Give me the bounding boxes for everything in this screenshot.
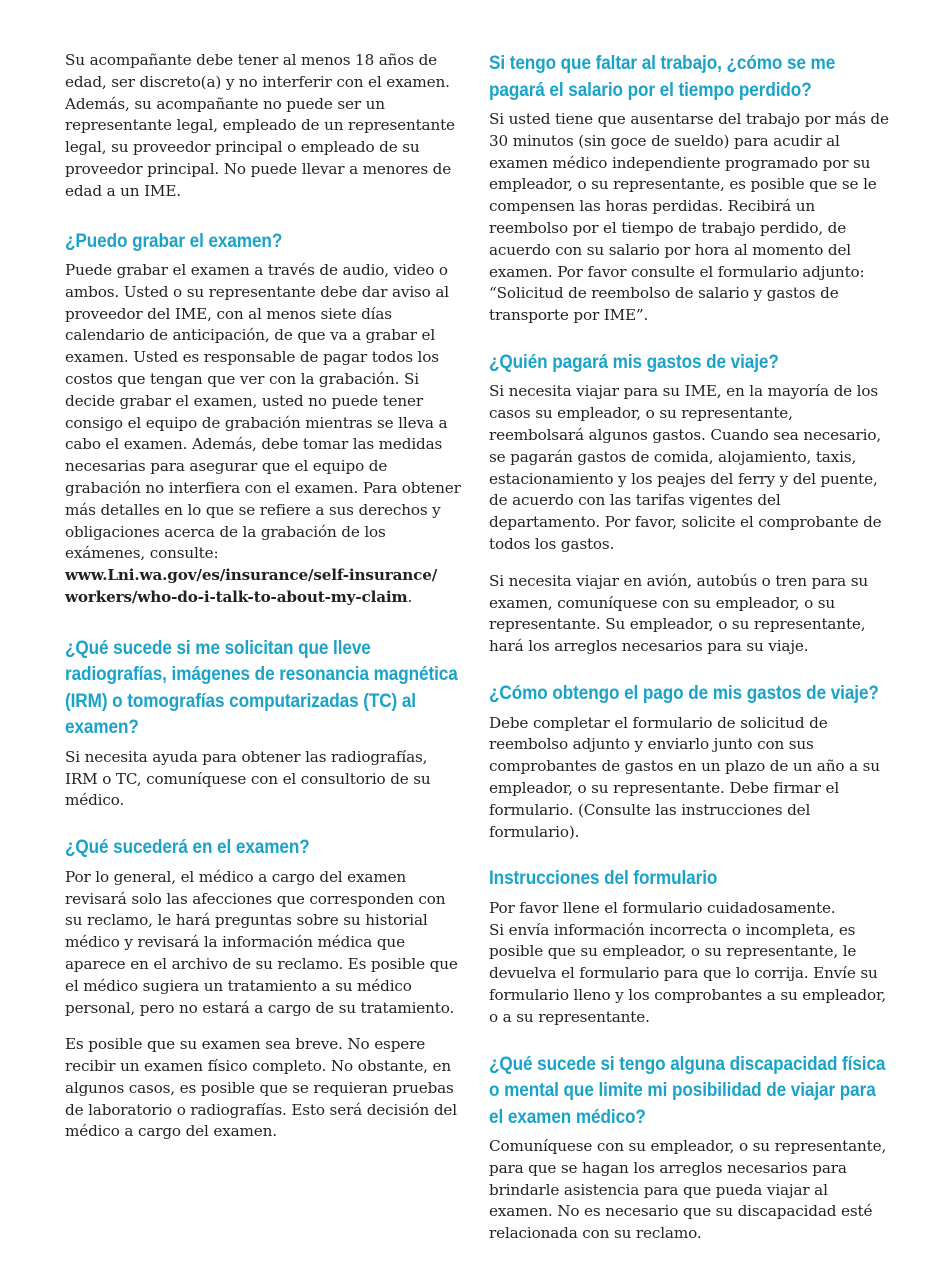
section-travel-expenses — [489, 349, 889, 658]
section-heading: Instrucciones del formulario — [489, 867, 718, 890]
section-body: Comuníquese con su empleador, o su representante, para que se hagan los arreglos necesarios para brindarle asistencia para que pueda viajar al examen. No es necesario que su discapacidad esté relacionada con su reclamo. — [489, 1137, 887, 1243]
section-lost-wages — [489, 50, 889, 327]
claim-link-line1[interactable]: www.Lni.wa.gov/es/insurance/self-insurance/ — [65, 566, 438, 585]
section-body-2: Es posible que su examen sea breve. No espere recibir un examen físico completo. No obstante, en algunos casos, es posible que se requieran pruebas de laboratorio o radiografías. Esto será decisión del médico a cargo del examen. — [65, 1035, 457, 1141]
claim-link-line2[interactable]: workers/who-do-i-talk-to-about-my-claim — [65, 588, 408, 607]
section-form-instructions — [489, 865, 889, 1028]
section-body: Si necesita viajar para su IME, en la mayoría de los casos su empleador, o su representante, reembolsará algunos gastos. Cuando sea necesario, se pagarán gastos de comida, alojamiento, taxis, estacionamiento y los peajes del ferry y del puente, de acuerdo con las tarifas vigentes del departamento. Por favor, solicite el comprobante de todos los gastos. — [489, 382, 882, 554]
section-heading: ¿Cómo obtengo el pago de mis gastos de viaje? — [489, 682, 879, 705]
right-column — [489, 50, 889, 1267]
section-body-2: Si necesita viajar en avión, autobús o tren para su examen, comuníquese con su empleador, o su representante. Su empleador, o su representante, hará los arreglos necesarios para su viaje. — [489, 571, 868, 656]
section-record-exam — [65, 228, 462, 609]
instructions-first-line: Por favor llene el formulario cuidadosamente. — [489, 898, 836, 917]
section-what-happens — [65, 834, 462, 1143]
section-xrays — [65, 635, 462, 812]
section-heading: ¿Puedo grabar el examen? — [65, 229, 283, 252]
intro-paragraph: Su acompañante debe tener al menos 18 años de edad, ser discreto(a) y no interferir con el examen. Además, su acompañante no puede ser un representante legal, empleado de un representante legal, su proveedor principal o empleado de su proveedor principal. No puede llevar a menores de edad a un IME. — [65, 51, 455, 200]
section-body — [65, 260, 462, 609]
section-heading: ¿Qué sucede si tengo alguna discapacidad física o mental que limite mi posibilidad de viajar para el examen médico? — [489, 1052, 886, 1128]
section-body: Por lo general, el médico a cargo del examen revisará solo las afecciones que corresponden con su reclamo, le hará preguntas sobre su historial médico y revisará la información médica que aparece en el archivo de su reclamo. Es posible que el médico sugiera un tratamiento a su médico personal, pero no estará a cargo de su tratamiento. — [65, 867, 458, 1017]
section-heading: ¿Quién pagará mis gastos de viaje? — [489, 350, 779, 373]
section-heading: ¿Qué sucede si me solicitan que lleve radiografías, imágenes de resonancia magnética (IRM) o tomografías computarizadas (TC) al examen? — [65, 636, 458, 739]
section-get-paid — [489, 680, 889, 843]
link-period: . — [407, 588, 413, 607]
section-heading: ¿Qué sucederá en el examen? — [65, 836, 310, 859]
section-heading: Si tengo que faltar al trabajo, ¿cómo se me pagará el salario por el tiempo perdido? — [489, 52, 836, 101]
section-body: Si necesita ayuda para obtener las radiografías, IRM o TC, comuníquese con el consultorio de su médico. — [65, 747, 431, 810]
section-disability — [489, 1051, 889, 1245]
section-body — [489, 898, 889, 1029]
section-body-text: Puede grabar el examen a través de audio, video o ambos. Usted o su representante debe dar aviso al proveedor del IME, con al menos siete días calendario de anticipación, de que va a grabar el examen. Usted es responsable de pagar todos los costos que tengan que ver con la grabación. Si decide grabar el examen, usted no puede tener consigo el equipo de grabación mientras se lleva a cabo el examen. Además, debe tomar las medidas necesarias para asegurar que el equipo de grabación no interfiera con el examen. Para obtener más detalles en lo que se refiere a sus derechos y obligaciones acerca de la grabación de los exámenes, consulte: — [65, 261, 461, 563]
left-column — [65, 50, 462, 1165]
instructions-text: Si envía información incorrecta o incompleta, es posible que su empleador, o su representante, le devuelva el formulario para que lo corrija. Envíe su formulario lleno y los comprobantes a su empleador, o a su representante. — [489, 920, 887, 1026]
section-body: Si usted tiene que ausentarse del trabajo por más de 30 minutos (sin goce de sueldo) para acudir al examen médico independiente programado por su empleador, o su representante, es posible que se le compensen las horas perdidas. Recibirá un reembolso por el tiempo de trabajo perdido, de acuerdo con su salario por hora al momento del examen. Por favor consulte el formulario adjunto: “Solicitud de reembolso de salario y gastos de transporte por IME”. — [489, 110, 889, 325]
section-body: Debe completar el formulario de solicitud de reembolso adjunto y enviarlo junto con sus comprobantes de gastos en un plazo de un año a su empleador, o su representante. Debe firmar el formulario. (Consulte las instrucciones del formulario). — [489, 713, 880, 841]
